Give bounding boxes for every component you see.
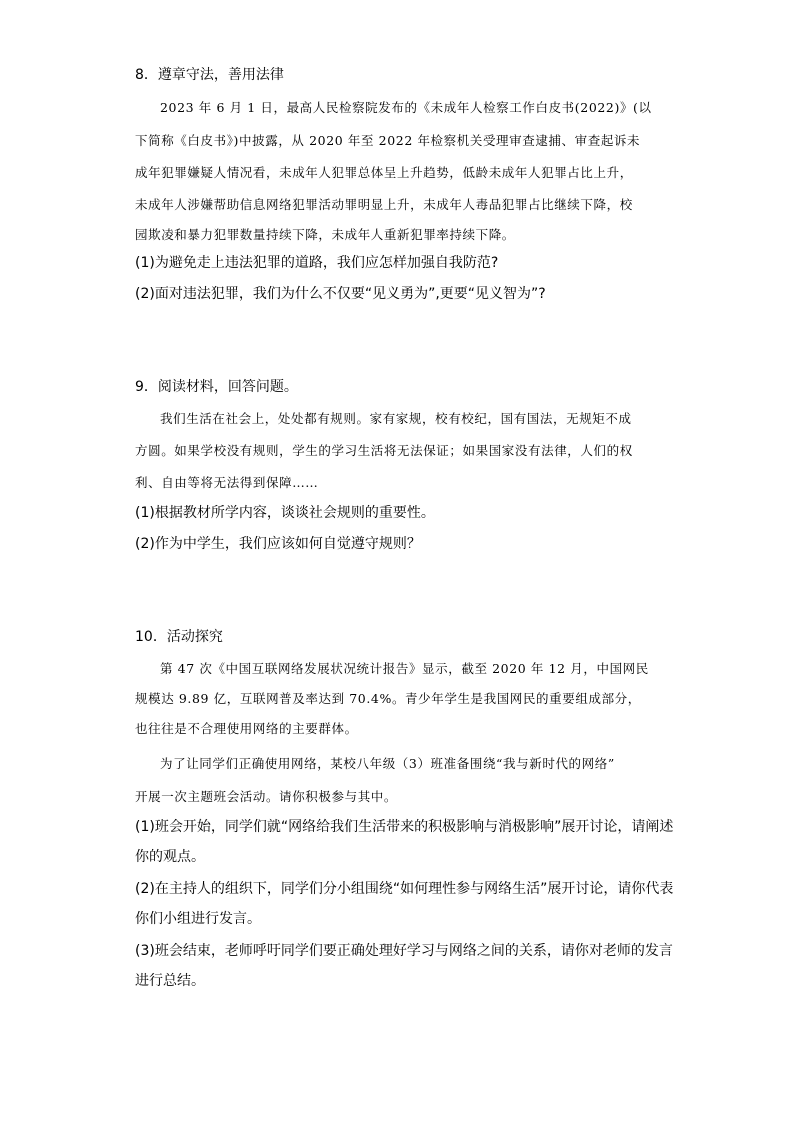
q10-material-line-5: 开展一次主题班会活动。请你积极参与其中。 [135,789,398,804]
q10-material-line-3: 也往往是不合理使用网络的主要群体。 [135,721,358,736]
q10-material-line-1: 第 47 次《中国互联网络发展状况统计报告》显示，截至 2020 年 12 月，中国网民 [160,661,649,676]
q9-material-line-1: 我们生活在社会上，处处都有规则。家有家规，校有校纪，国有国法，无规矩不成 [160,411,632,426]
q9-question-1: (1)根据教材所学内容，谈谈社会规则的重要性。 [135,505,435,521]
q10-material-line-4: 为了让同学们正确使用网络，某校八年级（3）班准备围绕“我与新时代的网络” [160,756,615,771]
q9-material-line-2: 方圆。如果学校没有规则，学生的学习生活将无法保证；如果国家没有法律，人们的权 [135,443,633,458]
q8-material-line-4: 未成年人涉嫌帮助信息网络犯罪活动罪明显上升，未成年人毒品犯罪占比继续下降，校 [135,197,633,212]
q8-material-line-1: 2023 年 6 月 1 日，最高人民检察院发布的《未成年人检察工作白皮书(2022)》(以 [160,100,652,115]
q9-title: 9．阅读材料，回答问题。 [135,379,298,395]
q8-material-line-2: 下简称《白皮书》)中披露，从 2020 年至 2022 年检察机关受理审查逮捕、审查起诉未 [135,133,641,148]
q10-question-3-line-1: (3)班会结束，老师呼吁同学们要正确处理好学习与网络之间的关系，请你对老师的发言 [135,943,673,959]
q10-material-line-2: 规模达 9.89 亿，互联网普及率达到 70.4%。青少年学生是我国网民的重要组成部分， [135,691,641,706]
q8-material-line-3: 成年犯罪嫌疑人情况看，未成年人犯罪总体呈上升趋势，低龄未成年人犯罪占比上升， [135,165,633,180]
q10-question-1-line-1: (1)班会开始，同学们就“网络给我们生活带来的积极影响与消极影响”展开讨论，请阐述 [135,819,674,835]
q9-material-line-3: 利、自由等将无法得到保障…… [135,475,319,490]
q10-question-1-line-2: 你的观点。 [135,849,205,865]
q8-question-2: (2)面对违法犯罪，我们为什么不仅要“见义勇为”,更要“见义智为”? [135,286,546,302]
q9-question-2: (2)作为中学生，我们应该如何自觉遵守规则？ [135,536,421,552]
q8-title: 8．遵章守法，善用法律 [135,67,284,83]
q10-question-2-line-1: (2)在主持人的组织下，同学们分小组围绕“如何理性参与网络生活”展开讨论，请你代表 [135,881,674,897]
q8-material-line-5: 园欺凌和暴力犯罪数量持续下降，未成年人重新犯罪率持续下降。 [135,227,515,242]
q8-question-1: (1)为避免走上违法犯罪的道路，我们应怎样加强自我防范? [135,255,499,271]
q10-title: 10．活动探究 [135,629,223,645]
q10-question-3-line-2: 进行总结。 [135,973,205,989]
q10-question-2-line-2: 你们小组进行发言。 [135,911,261,927]
